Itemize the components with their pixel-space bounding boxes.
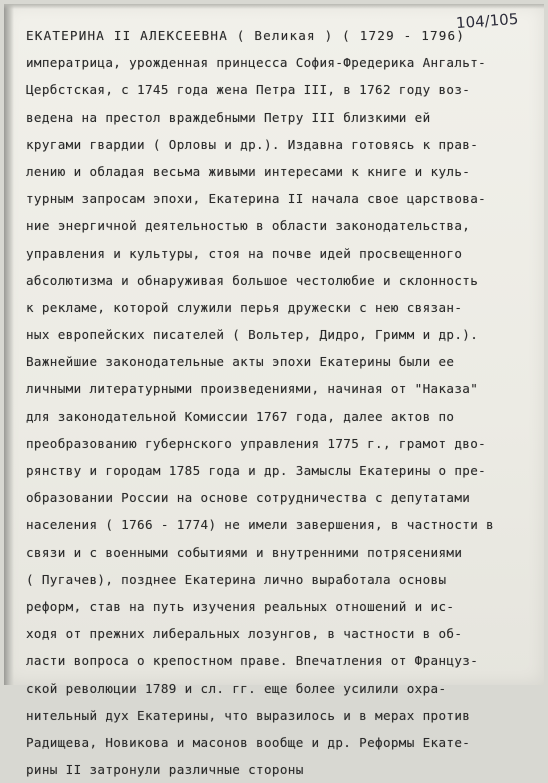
text-line: преобразованию губернского управления 1775 г., грамот дво- bbox=[26, 435, 487, 451]
page-top-edge-shadow bbox=[4, 4, 544, 9]
text-line: Радищева, Новикова и масонов вообще и др. Реформы Екате- bbox=[26, 734, 471, 750]
text-line: ласти вопроса о крепостном праве. Впечатления от Француз- bbox=[26, 653, 479, 669]
text-line: управления и культуры, стоя на почве идей просвещенного bbox=[26, 245, 463, 261]
text-line: ных европейских писателей ( Вольтер, Дидро, Гримм и др.). bbox=[26, 327, 479, 343]
text-line: ходя от прежних либеральных лозунгов, в частности в об- bbox=[26, 626, 463, 642]
text-line: рины II затронули различные стороны bbox=[26, 762, 304, 778]
text-line: личными литературными произведениями, начиная от "Наказа" bbox=[26, 381, 479, 397]
text-line: лению и обладая весьма живыми интересами к книге и куль- bbox=[26, 163, 471, 179]
text-line: ние энергичной деятельностью в области законодательства, bbox=[26, 218, 471, 234]
text-line: реформ, став на путь изучения реальных отношений и ис- bbox=[26, 598, 455, 614]
text-line: Цербстская, с 1745 года жена Петра III, в 1762 году воз- bbox=[26, 82, 471, 98]
typewritten-page bbox=[4, 4, 544, 778]
text-line: для законодательной Комиссии 1767 года, далее актов по bbox=[26, 408, 455, 424]
text-line: связи и с военными событиями и внутренними потрясениями bbox=[26, 544, 463, 560]
handwritten-page-number: 104/105 bbox=[455, 9, 519, 33]
text-line: ской революции 1789 и сл. гг. еще более усилили охра- bbox=[26, 680, 447, 696]
text-line: императрица, урожденная принцесса София-Фредерика Ангальт- bbox=[26, 55, 487, 71]
page-left-edge-shadow bbox=[4, 4, 14, 685]
text-line: ведена на престол враждебными Петру III близкими ей bbox=[26, 109, 431, 125]
text-line: Важнейшие законодательные акты эпохи Екатерины были ее bbox=[26, 354, 455, 370]
text-line: населения ( 1766 - 1774) не имели завершения, в частности в bbox=[26, 517, 494, 533]
article-text bbox=[26, 22, 540, 783]
text-line: образовании России на основе сотрудничества с депутатами bbox=[26, 490, 471, 506]
text-line: кругами гвардии ( Орловы и др.). Издавна готовясь к прав- bbox=[26, 136, 479, 152]
text-line: к рекламе, которой служили перья дружески с нею связан- bbox=[26, 299, 463, 315]
text-line: рянству и городам 1785 года и др. Замыслы Екатерины о пре- bbox=[26, 463, 487, 478]
text-line: турным запросам эпохи, Екатерина II начала свое царствова- bbox=[26, 191, 487, 207]
title-line: ЕКАТЕРИНА II АЛЕКСЕЕВНА ( Великая ) ( 1729 - 1796) bbox=[26, 28, 466, 43]
text-line: нительный дух Екатерины, что выразилось и в мерах против bbox=[26, 707, 471, 723]
text-line: абсолютизма и обнаруживая большое честолюбие и склонность bbox=[26, 272, 479, 288]
text-line: ( Пугачев), позднее Екатерина лично выработала основы bbox=[26, 571, 447, 587]
